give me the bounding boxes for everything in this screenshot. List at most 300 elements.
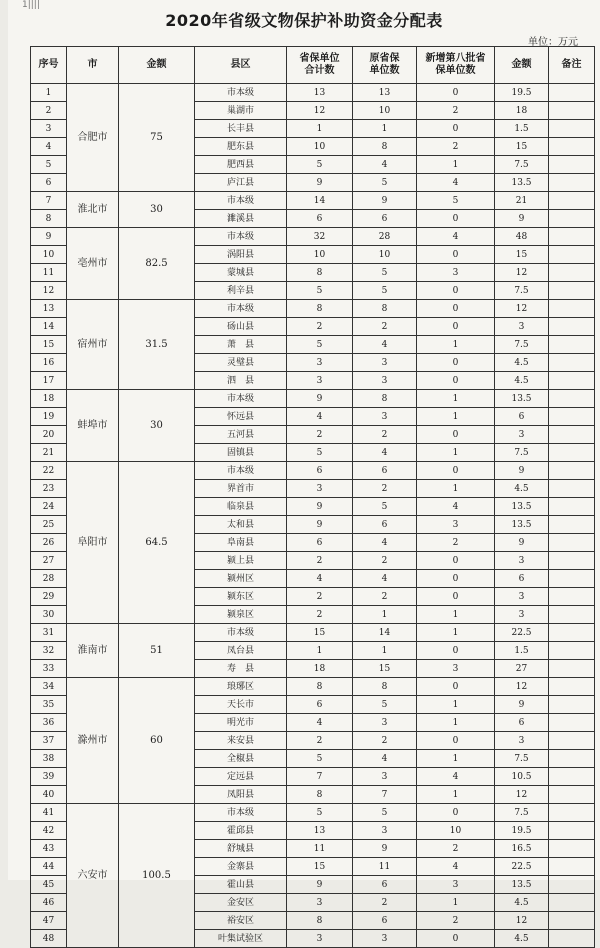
row-index: 30: [31, 606, 67, 624]
county-name: 叶集试验区: [195, 930, 287, 948]
remarks-cell: [549, 588, 595, 606]
total-units: 14: [287, 192, 353, 210]
county-name: 市本级: [195, 84, 287, 102]
new-units: 0: [417, 642, 495, 660]
county-amount: 3: [495, 606, 549, 624]
county-amount: 7.5: [495, 336, 549, 354]
new-units: 0: [417, 570, 495, 588]
total-units: 8: [287, 786, 353, 804]
table-row: [31, 624, 595, 642]
county-amount: 4.5: [495, 372, 549, 390]
remarks-cell: [549, 228, 595, 246]
remarks-cell: [549, 282, 595, 300]
county-amount: 3: [495, 552, 549, 570]
original-units: 6: [353, 516, 417, 534]
city-name: 亳州市: [67, 228, 119, 300]
county-name: 肥西县: [195, 156, 287, 174]
original-units: 5: [353, 264, 417, 282]
original-units: 2: [353, 732, 417, 750]
county-name: 利辛县: [195, 282, 287, 300]
row-index: 48: [31, 930, 67, 948]
row-index: 26: [31, 534, 67, 552]
remarks-cell: [549, 174, 595, 192]
total-units: 13: [287, 822, 353, 840]
county-name: 金寨县: [195, 858, 287, 876]
row-index: 35: [31, 696, 67, 714]
remarks-cell: [549, 408, 595, 426]
county-name: 涡阳县: [195, 246, 287, 264]
new-units: 0: [417, 804, 495, 822]
city-amount: 60: [119, 678, 195, 804]
county-name: 凤台县: [195, 642, 287, 660]
row-index: 10: [31, 246, 67, 264]
remarks-cell: [549, 120, 595, 138]
county-name: 市本级: [195, 462, 287, 480]
county-name: 固镇县: [195, 444, 287, 462]
original-units: 5: [353, 282, 417, 300]
total-units: 6: [287, 210, 353, 228]
new-units: 0: [417, 930, 495, 948]
city-amount: 75: [119, 84, 195, 192]
original-units: 28: [353, 228, 417, 246]
county-name: 霍山县: [195, 876, 287, 894]
allocation-table: [30, 46, 595, 948]
row-index: 20: [31, 426, 67, 444]
county-amount: 15: [495, 138, 549, 156]
remarks-cell: [549, 516, 595, 534]
row-index: 15: [31, 336, 67, 354]
original-units: 6: [353, 210, 417, 228]
total-units: 5: [287, 336, 353, 354]
original-units: 13: [353, 84, 417, 102]
row-index: 17: [31, 372, 67, 390]
county-name: 琅琊区: [195, 678, 287, 696]
original-units: 8: [353, 390, 417, 408]
new-units: 2: [417, 534, 495, 552]
total-units: 4: [287, 408, 353, 426]
row-index: 24: [31, 498, 67, 516]
remarks-cell: [549, 372, 595, 390]
county-name: 颍州区: [195, 570, 287, 588]
new-units: 5: [417, 192, 495, 210]
table-row: [31, 390, 595, 408]
row-index: 27: [31, 552, 67, 570]
county-name: 颍东区: [195, 588, 287, 606]
county-amount: 12: [495, 678, 549, 696]
total-units: 8: [287, 264, 353, 282]
new-units: 0: [417, 246, 495, 264]
original-units: 4: [353, 750, 417, 768]
remarks-cell: [549, 768, 595, 786]
county-amount: 6: [495, 408, 549, 426]
col-header-index: 序号: [31, 47, 67, 84]
remarks-cell: [549, 138, 595, 156]
original-units: 3: [353, 714, 417, 732]
county-name: 阜南县: [195, 534, 287, 552]
county-amount: 12: [495, 300, 549, 318]
row-index: 47: [31, 912, 67, 930]
new-units: 2: [417, 138, 495, 156]
original-units: 3: [353, 408, 417, 426]
new-units: 1: [417, 408, 495, 426]
total-units: 15: [287, 624, 353, 642]
col-header-city: 市: [67, 47, 119, 84]
county-name: 明光市: [195, 714, 287, 732]
total-units: 5: [287, 804, 353, 822]
original-units: 10: [353, 246, 417, 264]
total-units: 10: [287, 246, 353, 264]
original-units: 3: [353, 768, 417, 786]
total-units: 15: [287, 858, 353, 876]
county-name: 怀远县: [195, 408, 287, 426]
county-amount: 3: [495, 318, 549, 336]
county-amount: 13.5: [495, 498, 549, 516]
remarks-cell: [549, 192, 595, 210]
page-title: 2020年省级文物保护补助资金分配表: [165, 11, 443, 30]
row-index: 7: [31, 192, 67, 210]
city-amount: 31.5: [119, 300, 195, 390]
remarks-cell: [549, 606, 595, 624]
remarks-cell: [549, 318, 595, 336]
table-body: [31, 84, 595, 948]
county-amount: 3: [495, 588, 549, 606]
city-name: 合肥市: [67, 84, 119, 192]
county-name: 颍泉区: [195, 606, 287, 624]
county-amount: 13.5: [495, 876, 549, 894]
original-units: 8: [353, 300, 417, 318]
total-units: 3: [287, 930, 353, 948]
row-index: 21: [31, 444, 67, 462]
county-amount: 19.5: [495, 84, 549, 102]
row-index: 38: [31, 750, 67, 768]
county-name: 市本级: [195, 300, 287, 318]
total-units: 6: [287, 534, 353, 552]
remarks-cell: [549, 354, 595, 372]
remarks-cell: [549, 678, 595, 696]
new-units: 1: [417, 606, 495, 624]
county-name: 萧 县: [195, 336, 287, 354]
county-amount: 27: [495, 660, 549, 678]
original-units: 14: [353, 624, 417, 642]
county-name: 灵璧县: [195, 354, 287, 372]
total-units: 8: [287, 300, 353, 318]
county-amount: 48: [495, 228, 549, 246]
county-name: 五河县: [195, 426, 287, 444]
remarks-cell: [549, 426, 595, 444]
original-units: 5: [353, 174, 417, 192]
row-index: 9: [31, 228, 67, 246]
county-amount: 9: [495, 462, 549, 480]
new-units: 0: [417, 678, 495, 696]
city-name: 六安市: [67, 804, 119, 948]
row-index: 18: [31, 390, 67, 408]
row-index: 31: [31, 624, 67, 642]
county-name: 全椒县: [195, 750, 287, 768]
new-units: 1: [417, 714, 495, 732]
total-units: 1: [287, 642, 353, 660]
city-name: 滁州市: [67, 678, 119, 804]
row-index: 8: [31, 210, 67, 228]
remarks-cell: [549, 840, 595, 858]
county-name: 市本级: [195, 228, 287, 246]
county-amount: 1.5: [495, 120, 549, 138]
original-units: 1: [353, 606, 417, 624]
county-amount: 7.5: [495, 444, 549, 462]
city-name: 淮北市: [67, 192, 119, 228]
county-amount: 4.5: [495, 930, 549, 948]
original-units: 2: [353, 588, 417, 606]
county-name: 市本级: [195, 390, 287, 408]
county-name: 市本级: [195, 192, 287, 210]
county-amount: 18: [495, 102, 549, 120]
total-units: 12: [287, 102, 353, 120]
new-units: 10: [417, 822, 495, 840]
city-name: 淮南市: [67, 624, 119, 678]
new-units: 0: [417, 318, 495, 336]
total-units: 2: [287, 606, 353, 624]
total-units: 8: [287, 912, 353, 930]
total-units: 5: [287, 156, 353, 174]
original-units: 4: [353, 444, 417, 462]
new-units: 4: [417, 768, 495, 786]
new-units: 1: [417, 156, 495, 174]
county-name: 天长市: [195, 696, 287, 714]
county-amount: 9: [495, 210, 549, 228]
remarks-cell: [549, 822, 595, 840]
original-units: 6: [353, 912, 417, 930]
city-amount: 30: [119, 390, 195, 462]
original-units: 4: [353, 570, 417, 588]
original-units: 7: [353, 786, 417, 804]
row-index: 45: [31, 876, 67, 894]
county-amount: 22.5: [495, 858, 549, 876]
new-units: 1: [417, 750, 495, 768]
original-units: 9: [353, 192, 417, 210]
col-header-new-units: 新增第八批省 保单位数: [417, 47, 495, 84]
new-units: 3: [417, 876, 495, 894]
original-units: 3: [353, 354, 417, 372]
row-index: 44: [31, 858, 67, 876]
city-name: 蚌埠市: [67, 390, 119, 462]
original-units: 2: [353, 480, 417, 498]
county-name: 凤阳县: [195, 786, 287, 804]
table-row: [31, 300, 595, 318]
county-amount: 4.5: [495, 354, 549, 372]
total-units: 9: [287, 498, 353, 516]
original-units: 5: [353, 498, 417, 516]
new-units: 4: [417, 498, 495, 516]
county-amount: 16.5: [495, 840, 549, 858]
remarks-cell: [549, 462, 595, 480]
original-units: 2: [353, 426, 417, 444]
row-index: 39: [31, 768, 67, 786]
remarks-cell: [549, 264, 595, 282]
row-index: 14: [31, 318, 67, 336]
col-header-remarks: 备注: [549, 47, 595, 84]
remarks-cell: [549, 894, 595, 912]
table-row: [31, 84, 595, 102]
table-row: [31, 228, 595, 246]
row-index: 33: [31, 660, 67, 678]
new-units: 2: [417, 102, 495, 120]
new-units: 0: [417, 84, 495, 102]
new-units: 4: [417, 228, 495, 246]
row-index: 22: [31, 462, 67, 480]
remarks-cell: [549, 804, 595, 822]
col-header-city-amount: 金额: [119, 47, 195, 84]
row-index: 3: [31, 120, 67, 138]
remarks-cell: [549, 696, 595, 714]
county-amount: 7.5: [495, 282, 549, 300]
new-units: 3: [417, 516, 495, 534]
table-row: [31, 462, 595, 480]
new-units: 1: [417, 894, 495, 912]
new-units: 0: [417, 282, 495, 300]
total-units: 6: [287, 696, 353, 714]
new-units: 1: [417, 444, 495, 462]
county-amount: 13.5: [495, 174, 549, 192]
county-amount: 9: [495, 534, 549, 552]
unit-label: 单位：万元: [528, 37, 578, 48]
original-units: 2: [353, 318, 417, 336]
city-amount: 64.5: [119, 462, 195, 624]
county-amount: 6: [495, 714, 549, 732]
row-index: 2: [31, 102, 67, 120]
original-units: 3: [353, 930, 417, 948]
document-page: [8, 0, 600, 944]
row-index: 28: [31, 570, 67, 588]
header-mark: 1||||: [22, 0, 40, 10]
county-name: 临泉县: [195, 498, 287, 516]
county-amount: 10.5: [495, 768, 549, 786]
original-units: 2: [353, 894, 417, 912]
remarks-cell: [549, 858, 595, 876]
row-index: 13: [31, 300, 67, 318]
total-units: 5: [287, 444, 353, 462]
remarks-cell: [549, 624, 595, 642]
original-units: 8: [353, 678, 417, 696]
new-units: 0: [417, 462, 495, 480]
remarks-cell: [549, 390, 595, 408]
total-units: 2: [287, 732, 353, 750]
county-name: 太和县: [195, 516, 287, 534]
total-units: 4: [287, 714, 353, 732]
county-amount: 6: [495, 570, 549, 588]
remarks-cell: [549, 300, 595, 318]
county-name: 泗 县: [195, 372, 287, 390]
total-units: 6: [287, 462, 353, 480]
new-units: 2: [417, 840, 495, 858]
county-name: 砀山县: [195, 318, 287, 336]
row-index: 43: [31, 840, 67, 858]
county-name: 裕安区: [195, 912, 287, 930]
table-header-row: [31, 47, 595, 84]
remarks-cell: [549, 480, 595, 498]
county-name: 颍上县: [195, 552, 287, 570]
total-units: 1: [287, 120, 353, 138]
table-row: [31, 678, 595, 696]
county-amount: 3: [495, 426, 549, 444]
original-units: 3: [353, 372, 417, 390]
new-units: 0: [417, 588, 495, 606]
original-units: 4: [353, 156, 417, 174]
col-header-county: 县区: [195, 47, 287, 84]
remarks-cell: [549, 660, 595, 678]
county-amount: 13.5: [495, 390, 549, 408]
row-index: 4: [31, 138, 67, 156]
col-header-original-units: 原省保 单位数: [353, 47, 417, 84]
original-units: 1: [353, 642, 417, 660]
county-name: 长丰县: [195, 120, 287, 138]
county-name: 肥东县: [195, 138, 287, 156]
county-name: 蒙城县: [195, 264, 287, 282]
row-index: 5: [31, 156, 67, 174]
new-units: 4: [417, 174, 495, 192]
row-index: 32: [31, 642, 67, 660]
county-amount: 19.5: [495, 822, 549, 840]
row-index: 34: [31, 678, 67, 696]
row-index: 46: [31, 894, 67, 912]
row-index: 23: [31, 480, 67, 498]
original-units: 2: [353, 552, 417, 570]
county-amount: 3: [495, 732, 549, 750]
original-units: 9: [353, 840, 417, 858]
remarks-cell: [549, 570, 595, 588]
county-amount: 13.5: [495, 516, 549, 534]
county-amount: 15: [495, 246, 549, 264]
new-units: 1: [417, 336, 495, 354]
remarks-cell: [549, 336, 595, 354]
row-index: 37: [31, 732, 67, 750]
row-index: 36: [31, 714, 67, 732]
new-units: 0: [417, 552, 495, 570]
row-index: 19: [31, 408, 67, 426]
city-amount: 82.5: [119, 228, 195, 300]
col-header-amount: 金额: [495, 47, 549, 84]
remarks-cell: [549, 246, 595, 264]
county-name: 濉溪县: [195, 210, 287, 228]
total-units: 18: [287, 660, 353, 678]
county-amount: 12: [495, 786, 549, 804]
new-units: 3: [417, 264, 495, 282]
original-units: 15: [353, 660, 417, 678]
new-units: 0: [417, 120, 495, 138]
row-index: 25: [31, 516, 67, 534]
total-units: 2: [287, 426, 353, 444]
total-units: 5: [287, 750, 353, 768]
new-units: 3: [417, 660, 495, 678]
row-index: 11: [31, 264, 67, 282]
total-units: 9: [287, 876, 353, 894]
city-amount: 51: [119, 624, 195, 678]
county-name: 来安县: [195, 732, 287, 750]
remarks-cell: [549, 102, 595, 120]
remarks-cell: [549, 498, 595, 516]
remarks-cell: [549, 642, 595, 660]
new-units: 0: [417, 372, 495, 390]
total-units: 3: [287, 894, 353, 912]
county-amount: 1.5: [495, 642, 549, 660]
total-units: 7: [287, 768, 353, 786]
county-amount: 4.5: [495, 894, 549, 912]
new-units: 0: [417, 300, 495, 318]
new-units: 1: [417, 786, 495, 804]
new-units: 0: [417, 354, 495, 372]
new-units: 1: [417, 696, 495, 714]
new-units: 2: [417, 912, 495, 930]
total-units: 11: [287, 840, 353, 858]
total-units: 2: [287, 588, 353, 606]
